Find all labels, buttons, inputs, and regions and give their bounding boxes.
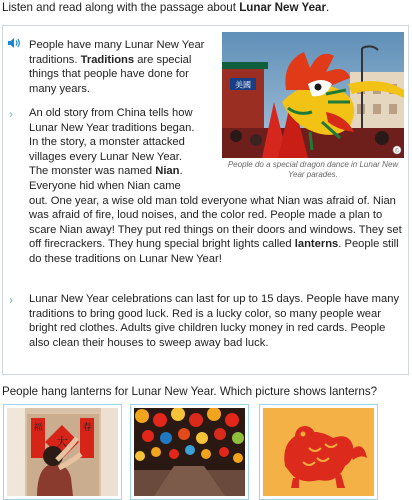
vocab-lanterns: lanterns	[294, 238, 339, 251]
copyright-icon: ©	[394, 147, 400, 155]
dragon-dance-photo	[222, 32, 404, 158]
paragraph-1: People have many Lunar New Year traditions. Traditions are special things that people have done for many years.	[29, 39, 205, 95]
reading-passage	[2, 25, 409, 375]
instruction-text: Listen and read along with the passage about Lunar New Year.	[2, 1, 330, 14]
paragraph-2: An old story from China tells how Lunar New Year traditions began. In the story, a monster attacked villages every Lunar New Year. The monster was named Nian. Everyone hid when Nian came out. One year, a wise old man told everyone what Nian was afraid of. Nian was afraid of fire, loud noises, and the color red. People made a plan to scare Nian away! They put red things on their doors and windows. They set off firecrackers. They hung special bright lights called lanterns. People still do these traditions on Lunar New Year!	[29, 107, 402, 265]
speaker-icon[interactable]	[7, 37, 21, 49]
chevron-right-icon[interactable]: ›	[9, 107, 13, 121]
paper-character-1: 福	[33, 423, 43, 433]
vocab-nian: Nian	[155, 165, 180, 178]
topic-name: Lunar New Year	[239, 1, 326, 14]
paper-character-3: 大	[55, 435, 69, 449]
chevron-right-icon[interactable]: ›	[9, 293, 13, 307]
paper-character-2: 春	[82, 423, 92, 433]
answer-choice-paper-tiger[interactable]	[259, 404, 378, 500]
paper-tiger-image	[263, 408, 374, 496]
paper-decorations-image	[7, 408, 118, 496]
photo-caption: People do a special dragon dance in Lunar New Year parades.	[227, 160, 399, 179]
question-text: People hang lanterns for Lunar New Year. Which picture shows lanterns?	[2, 385, 378, 398]
dragon-dance-figure	[222, 32, 404, 184]
lanterns-image	[134, 408, 245, 496]
answer-choice-paper-decorations[interactable]	[3, 404, 122, 500]
paragraph-3: Lunar New Year celebrations can last for up to 15 days. People have many traditions to bring good luck. Red is a lucky color, so many people wear bright red clothes. Adults give children lucky money in red cards. People also clean their houses to sweep away bad luck.	[29, 293, 400, 349]
street-sign: 美國	[235, 80, 251, 90]
answer-choice-lanterns[interactable]	[130, 404, 249, 500]
vocab-traditions: Traditions	[80, 53, 135, 66]
